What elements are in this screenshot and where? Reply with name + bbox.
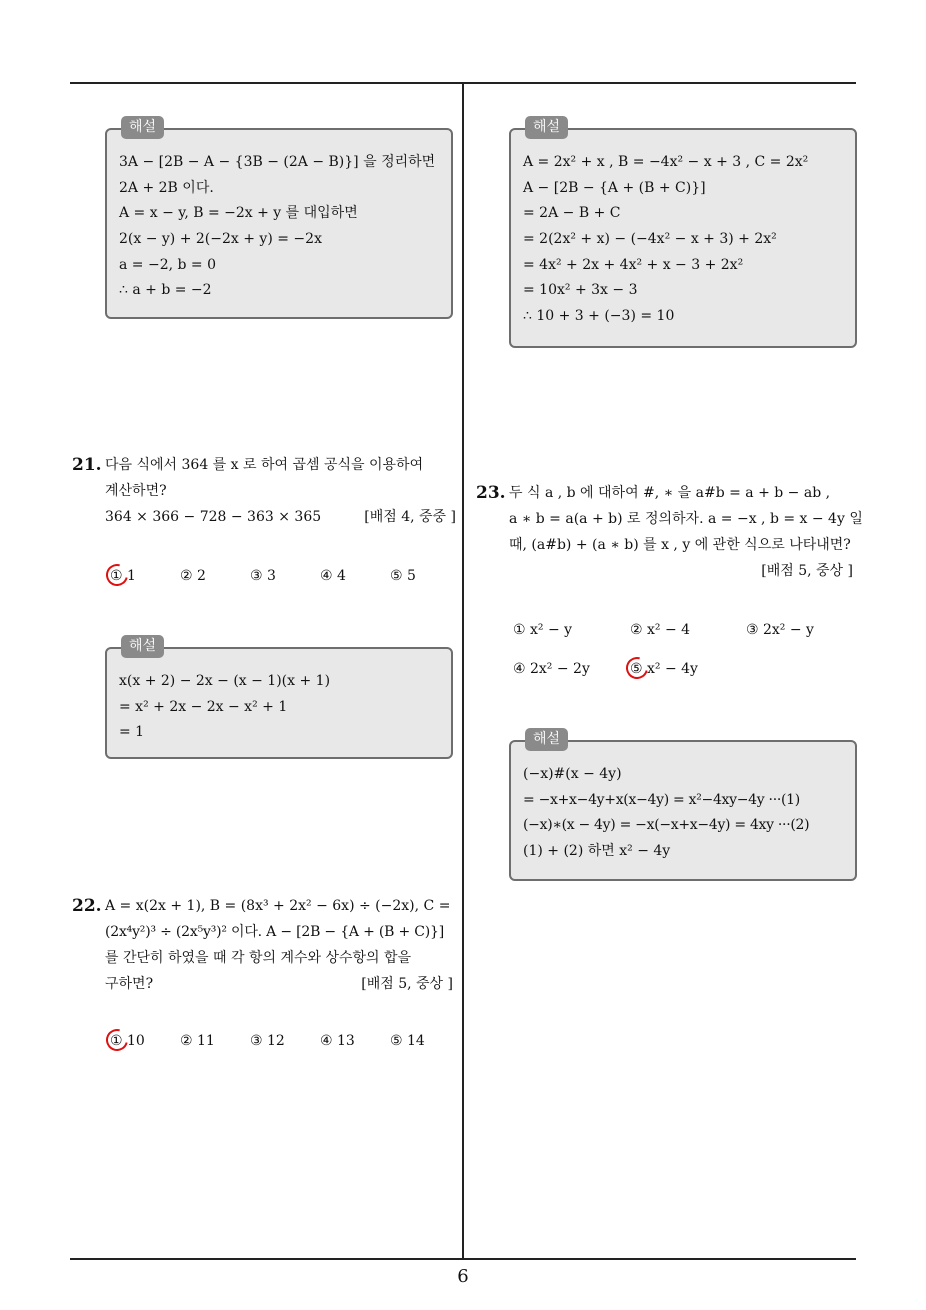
question-text: A = x(2x + 1), B = (8x³ + 2x² − 6x) ÷ (−2x), C = — [105, 898, 451, 914]
question-text: (2x⁴y²)³ ÷ (2x⁵y³)² 이다. A − [2B − {A + (B + C)}] — [105, 924, 444, 940]
solution-line: = 2(2x² + x) − (−4x² − x + 3) + 2x² — [523, 231, 777, 248]
solution-tag: 해설 — [121, 116, 164, 139]
solution-tag: 해설 — [525, 728, 568, 751]
solution-line: (−x)∗(x − 4y) = −x(−x+x−4y) = 4xy ···(2) — [523, 817, 810, 834]
question-last-row — [105, 971, 453, 997]
solution-line: = 2A − B + C — [523, 205, 621, 222]
question-text: a ∗ b = a(a + b) 로 정의하자. a = −x , b = x − 4y 일 — [509, 511, 863, 527]
choice-5[interactable]: ⑤ 14 — [390, 1033, 425, 1049]
question-expression: 364 × 366 − 728 − 363 × 365 — [105, 509, 322, 525]
choice-5[interactable]: ⑤ x² − 4y — [630, 659, 698, 679]
choice-3[interactable]: ③ 12 — [250, 1033, 285, 1049]
solution-line: ∴ 10 + 3 + (−3) = 10 — [523, 308, 675, 325]
question-number: 23. — [476, 483, 506, 503]
score-label: [배점 5, 중상 ] — [361, 976, 453, 992]
solution-line: A − [2B − {A + (B + C)}] — [523, 179, 706, 196]
solution-box-q21 — [105, 638, 453, 759]
question-text: 구하면? — [105, 976, 154, 992]
choice-1[interactable]: ① 1 — [110, 566, 136, 586]
solution-line: = 4x² + 2x + 4x² + x − 3 + 2x² — [523, 256, 744, 273]
score-label: [배점 4, 중중 ] — [364, 509, 456, 525]
question-text: 계산하면? — [105, 483, 167, 499]
question-22 — [72, 893, 456, 997]
solution-line: 2(x − y) + 2(−2x + y) = −2x — [119, 231, 322, 248]
question-number: 21. — [72, 455, 102, 475]
question-expr-row — [105, 504, 456, 530]
solution-line: = x² + 2x − 2x − x² + 1 — [119, 698, 288, 715]
solution-line: (1) + (2) 하면 x² − 4y — [523, 843, 671, 860]
solution-box-q22 — [509, 119, 857, 348]
solution-line: = 1 — [119, 724, 145, 741]
selected-answer-mark — [622, 653, 652, 683]
solution-line: x(x + 2) − 2x − (x − 1)(x + 1) — [119, 673, 331, 689]
choice-2[interactable]: ② 2 — [180, 568, 206, 584]
question-text: 다음 식에서 364 를 x 로 하여 곱셈 공식을 이용하여 — [105, 457, 424, 473]
solution-line: = −x+x−4y+x(x−4y) = x²−4xy−4y ···(1) — [523, 791, 800, 808]
solution-line: ∴ a + b = −2 — [119, 282, 212, 299]
question-21 — [72, 452, 456, 530]
solution-tag: 해설 — [525, 116, 568, 139]
solution-line: a = −2, b = 0 — [119, 256, 217, 273]
bottom-rule — [70, 1258, 856, 1260]
solution-box-q20 — [105, 119, 453, 319]
selected-answer-mark — [102, 560, 132, 590]
score-label: [배점 5, 중상 ] — [761, 563, 853, 579]
question-text: 를 간단히 하였을 때 각 항의 계수와 상수항의 합을 — [105, 950, 412, 966]
solution-tag: 해설 — [121, 635, 164, 658]
choice-3[interactable]: ③ 3 — [250, 568, 276, 584]
question-text: 때, (a#b) + (a ∗ b) 를 x , y 에 관한 식으로 나타내면? — [509, 537, 851, 553]
choice-1[interactable]: ① x² − y — [513, 622, 573, 638]
solution-line: 3A − [2B − A − {3B − (2A − B)}] 을 정리하면 — [119, 154, 436, 170]
solution-box-q23 — [509, 731, 857, 881]
choice-2[interactable]: ② 11 — [180, 1033, 215, 1049]
score-row — [509, 558, 861, 584]
solution-line: 2A + 2B 이다. — [119, 179, 214, 196]
choice-4[interactable]: ④ 2x² − 2y — [513, 661, 590, 677]
solution-line: A = x − y, B = −2x + y 를 대입하면 — [119, 205, 358, 222]
solution-line: A = 2x² + x , B = −4x² − x + 3 , C = 2x² — [523, 154, 809, 170]
choice-4[interactable]: ④ 4 — [320, 568, 346, 584]
choice-3[interactable]: ③ 2x² − y — [746, 622, 814, 638]
solution-line: (−x)#(x − 4y) — [523, 766, 622, 782]
choice-5[interactable]: ⑤ 5 — [390, 568, 416, 584]
question-number: 22. — [72, 896, 102, 916]
choice-2[interactable]: ② x² − 4 — [630, 622, 691, 638]
choice-4[interactable]: ④ 13 — [320, 1033, 355, 1049]
question-23 — [476, 480, 861, 584]
solution-line: = 10x² + 3x − 3 — [523, 282, 638, 299]
selected-answer-mark — [102, 1025, 132, 1055]
question-text: 두 식 a , b 에 대하여 #, ∗ 을 a#b = a + b − ab , — [509, 485, 831, 501]
column-divider — [462, 83, 464, 1258]
page-number: 6 — [457, 1266, 469, 1287]
choice-1[interactable]: ① 10 — [110, 1031, 145, 1051]
